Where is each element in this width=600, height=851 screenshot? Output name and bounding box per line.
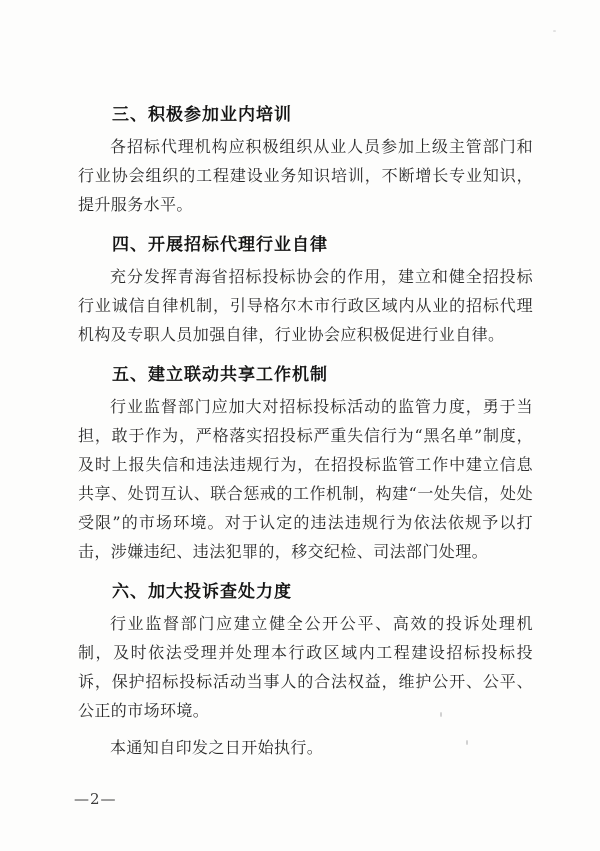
closing-line: 本通知自印发之日开始执行。 — [110, 738, 324, 757]
page-number: —2— — [74, 790, 117, 808]
scan-speck — [466, 740, 468, 745]
section-heading-4: 四、开展招标代理行业自律 — [112, 235, 328, 255]
section-paragraph-3: 各招标代理机构应积极组织从业人员参加上级主管部门和行业协会组织的工程建设业务知识培训，不断增长专业知识，提升服务水平。 — [78, 137, 533, 214]
section-paragraph-5: 行业监督部门应加大对招标投标活动的监管力度，勇于当担，敢于作为，严格落实招投标严重失信行为“黑名单”制度，及时上报失信和违法违规行为，在招投标监管工作中建立信息共享、处罚互认、联合惩戒的工作机制，构建“一处失信，处处受限”的市场环境。对于认定的违法违规行为依法依规予以打击，涉嫌违纪、违法犯罪的，移交纪检、司法部门处理。 — [78, 397, 533, 561]
section-paragraph-6: 行业监督部门应建立健全公开公平、高效的投诉处理机制，及时依法受理并处理本行政区域内工程建设招标投标投诉，保护招标投标活动当事人的合法权益，维护公开、公平、公正的市场环境。 — [78, 614, 533, 720]
section-heading-6: 六、加大投诉查处力度 — [112, 582, 292, 602]
document-body — [78, 100, 533, 762]
section-heading-5: 五、建立联动共享工作机制 — [112, 365, 328, 385]
scan-speck — [440, 712, 442, 717]
scan-speck — [553, 30, 556, 32]
section-heading-3: 三、积极参加业内培训 — [112, 105, 292, 125]
section-paragraph-4: 充分发挥青海省招标投标协会的作用，建立和健全招投标行业诚信自律机制，引导格尔木市行政区域内从业的招标代理机构及专职人员加强自律，行业协会应积极促进行业自律。 — [78, 267, 533, 344]
